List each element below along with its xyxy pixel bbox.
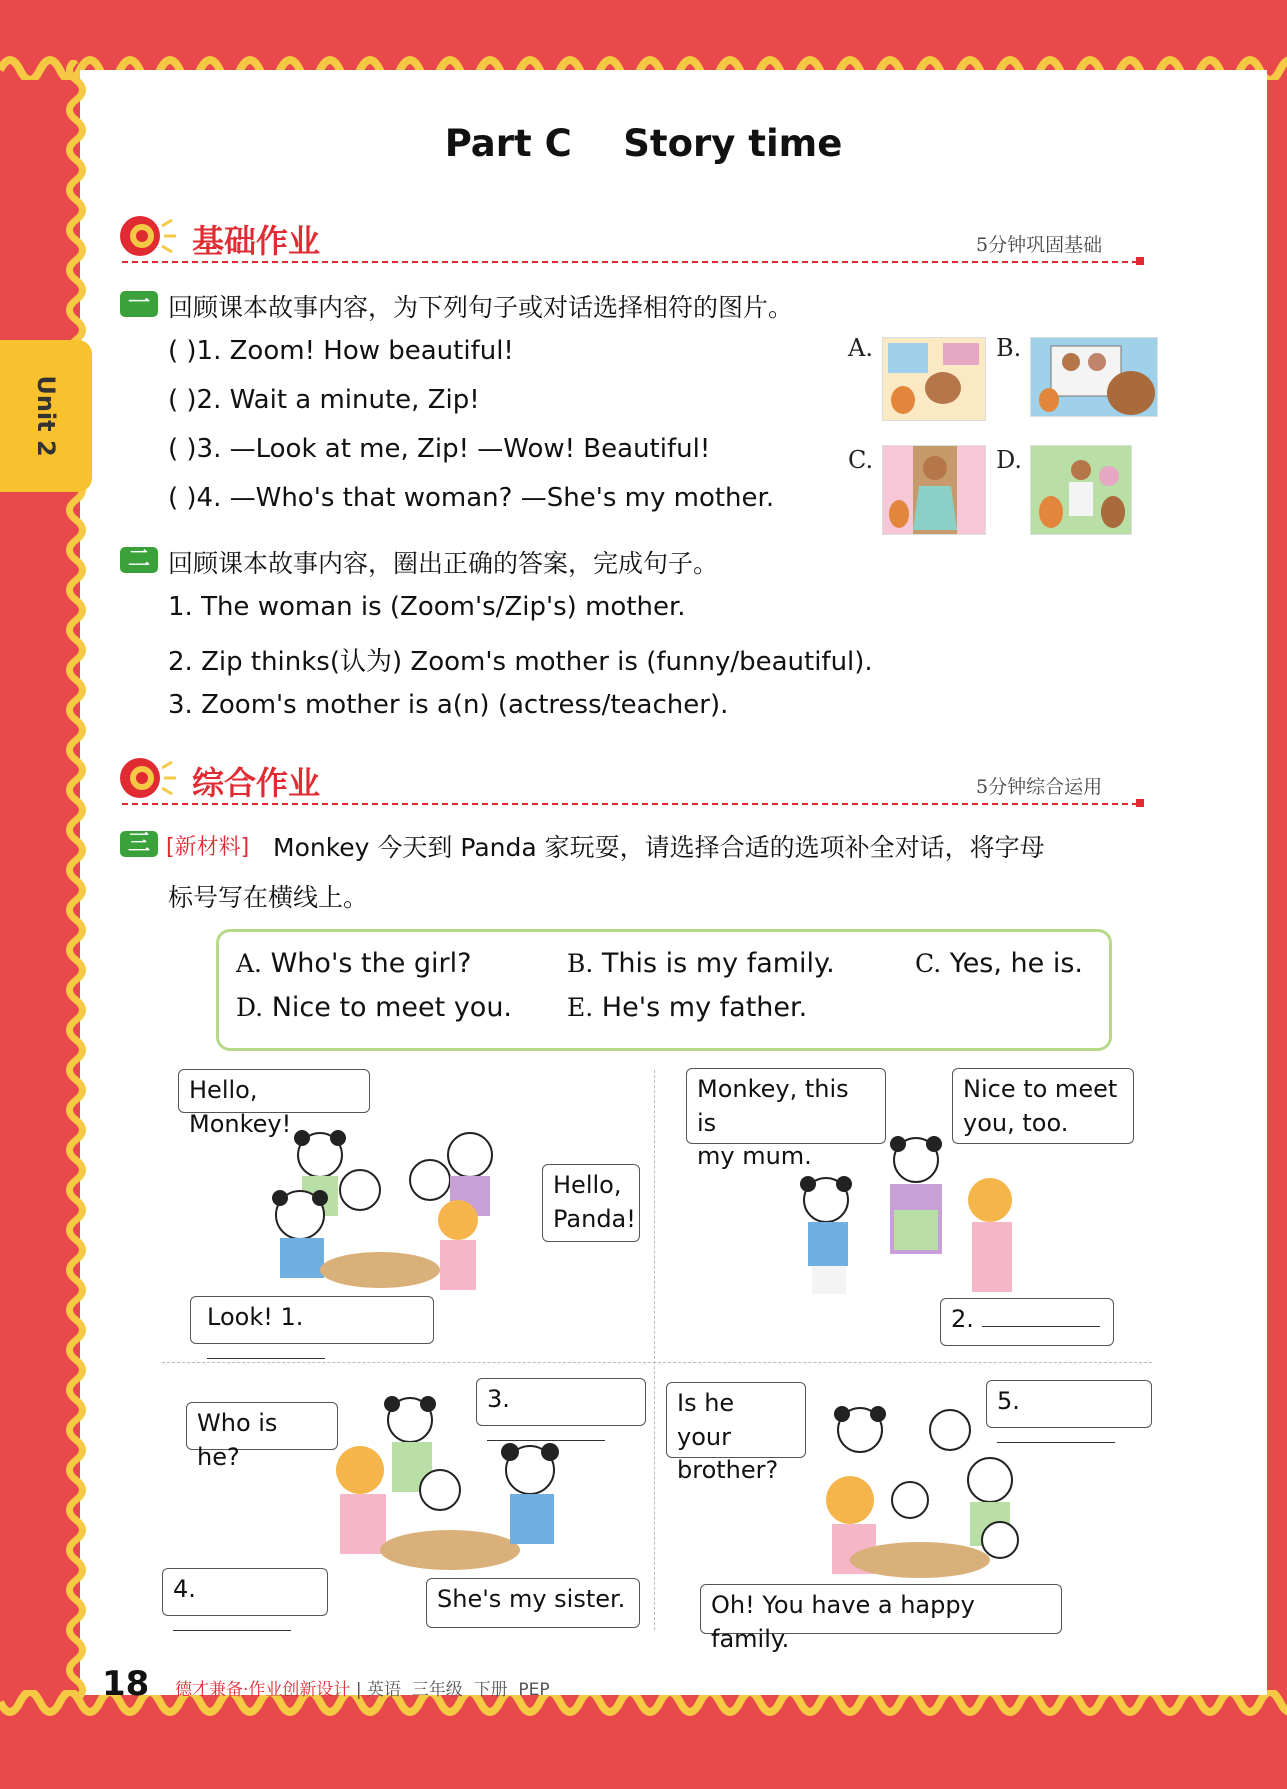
option-a-letter: A. — [236, 949, 263, 978]
bubble-blank-3-number: 3. — [487, 1385, 510, 1413]
section-basic-divider — [122, 261, 1138, 263]
section-comprehensive-note: 5分钟综合运用 — [976, 776, 1103, 798]
bubble-nice-line1: Nice to meet — [963, 1075, 1118, 1103]
ex1-item-1: ( )1. Zoom! How beautiful! — [168, 336, 514, 366]
option-b-letter: B. — [567, 949, 594, 978]
bubble-blank-2-number: 2. — [951, 1305, 974, 1333]
bubble-monkey-this-line1: Monkey, this is — [697, 1075, 849, 1137]
ex1-instruction: 回顾课本故事内容，为下列句子或对话选择相符的图片。 — [168, 293, 794, 322]
ex2-item-2: 2. Zip thinks(认为) Zoom's mother is (funny/beautiful). — [168, 647, 873, 677]
bubble-who-is-he: Who is he? — [186, 1402, 338, 1450]
section-comprehensive-divider — [122, 803, 1138, 805]
bubble-blank-5 — [986, 1380, 1152, 1428]
image-label-a: A. — [848, 334, 873, 362]
divider-end-mark — [1136, 257, 1144, 265]
option-e — [567, 992, 807, 1023]
option-d-text: Nice to meet you. — [271, 992, 513, 1023]
option-b — [567, 948, 835, 979]
ex3-badge: 三 — [120, 831, 158, 857]
flower-icon — [118, 752, 180, 804]
section-basic-heading: 基础作业 — [192, 222, 321, 260]
option-d — [236, 992, 512, 1023]
story-picture-d — [1030, 445, 1132, 535]
bubble-monkey-this-is-my-mum — [686, 1068, 886, 1171]
bubble-look-blank-1 — [190, 1296, 434, 1344]
bubble-blank-4 — [162, 1568, 328, 1616]
footer-edition: PEP — [518, 1680, 550, 1700]
section-basic-note: 5分钟巩固基础 — [976, 234, 1103, 256]
footer-term: 下册 — [473, 1680, 508, 1700]
story-picture-b — [1030, 337, 1158, 417]
bubble-shes-my-sister: She's my sister. — [426, 1578, 640, 1628]
footer-subject: 英语 — [366, 1680, 401, 1700]
bubble-hello-panda — [542, 1164, 640, 1242]
image-label-b: B. — [996, 334, 1022, 362]
option-c-text: Yes, he is. — [949, 948, 1083, 979]
footer-series: 德才兼备·作业创新设计 — [175, 1680, 351, 1700]
bubble-blank-4-number: 4. — [173, 1575, 196, 1603]
bubble-is-he-your-brother — [666, 1382, 806, 1485]
ex2-item-1: 1. The woman is (Zoom's/Zip's) mother. — [168, 592, 686, 622]
bubble-blank-5-number: 5. — [997, 1387, 1020, 1415]
ex3-instruction-line2: 标号写在横线上。 — [168, 883, 369, 912]
page-number: 18 — [102, 1664, 150, 1704]
bubble-hello-monkey: Hello, Monkey! — [178, 1069, 370, 1113]
bubble-happy-family: Oh! You have a happy family. — [700, 1584, 1062, 1634]
option-e-text: He's my father. — [601, 992, 808, 1023]
ex3-instruction-line1: Monkey 今天到 Panda 家玩耍，请选择合适的选项补全对话，将字母 — [273, 833, 1045, 862]
option-e-letter: E. — [567, 993, 594, 1022]
panel-vertical-divider — [654, 1070, 655, 1630]
answer-blank-5[interactable] — [997, 1422, 1115, 1443]
bubble-is-he-line1: Is he your — [677, 1389, 735, 1451]
ex1-item-4: ( )4. —Who's that woman? —She's my mother. — [168, 483, 775, 513]
image-label-c: C. — [848, 446, 874, 474]
section-comprehensive-heading: 综合作业 — [192, 764, 321, 802]
ex2-badge: 二 — [120, 547, 158, 573]
divider-end-mark — [1136, 799, 1144, 807]
bubble-blank-2 — [940, 1298, 1114, 1346]
new-material-tag: [新材料] — [166, 835, 250, 860]
answer-blank-1[interactable] — [207, 1338, 325, 1359]
ex1-badge: 一 — [120, 291, 158, 317]
option-c-letter: C. — [915, 949, 942, 978]
flower-icon — [118, 210, 180, 262]
option-a — [236, 948, 471, 979]
bubble-blank-3 — [476, 1378, 646, 1426]
answer-blank-4[interactable] — [173, 1610, 291, 1631]
option-b-text: This is my family. — [601, 948, 835, 979]
ex1-item-2: ( )2. Wait a minute, Zip! — [168, 385, 480, 415]
bubble-monkey-this-line2: my mum. — [697, 1142, 812, 1171]
unit-tab-label: Unit 2 — [32, 375, 60, 457]
bubble-hello-panda-line1: Hello, — [553, 1171, 622, 1199]
option-a-text: Who's the girl? — [270, 948, 472, 979]
footer-text: 德才兼备·作业创新设计 | 英语 三年级 下册 PEP — [175, 1680, 550, 1700]
bubble-hello-panda-line2: Panda! — [553, 1204, 636, 1233]
ex2-item-3: 3. Zoom's mother is a(n) (actress/teacher). — [168, 690, 729, 720]
answer-blank-2[interactable] — [982, 1306, 1100, 1327]
option-c — [915, 948, 1083, 979]
page-title: Part C Story time — [444, 122, 843, 165]
answer-blank-3[interactable] — [487, 1420, 605, 1441]
ex2-instruction: 回顾课本故事内容，圈出正确的答案，完成句子。 — [168, 549, 719, 578]
unit-tab — [0, 340, 92, 492]
bubble-nice-line2: you, too. — [963, 1108, 1069, 1137]
bubble-nice-to-meet-you-too — [952, 1068, 1134, 1144]
story-picture-a — [882, 337, 986, 421]
footer-grade: 三年级 — [411, 1680, 463, 1700]
bubble-is-he-line2: brother? — [677, 1456, 779, 1485]
story-picture-c — [882, 445, 986, 535]
option-d-letter: D. — [236, 993, 264, 1022]
image-label-d: D. — [996, 446, 1023, 474]
bubble-look-text: Look! 1. — [207, 1303, 304, 1331]
left-wave-border — [58, 60, 88, 1700]
ex1-item-3: ( )3. —Look at me, Zip! —Wow! Beautiful! — [168, 434, 711, 464]
